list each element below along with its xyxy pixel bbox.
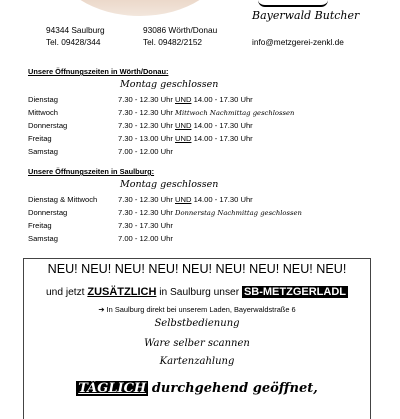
day-label: Samstag [28,147,58,156]
table-row [28,147,58,156]
time-morning: 7.30 - 12.30 Uhr [118,195,173,204]
table-row [28,234,58,243]
promo-line [23,286,371,298]
table-row [28,121,67,130]
day-label: Dienstag [28,95,58,104]
table-row-times [118,234,173,243]
address-woerth-city: 93086 Wörth/Donau [143,25,218,35]
neu-headline: NEU! NEU! NEU! NEU! NEU! NEU! NEU! NEU! NEU! [47,262,347,276]
email-address: info@metzgerei-zenkl.de [252,37,344,47]
conj-und: UND [175,95,192,104]
promo-text-a: und jetzt [46,287,85,298]
time-morning: 7.30 - 17.30 Uhr [118,221,173,230]
promo-sb-metzgerladl: SB-METZGERLADL [243,286,346,298]
day-label: Samstag [28,234,58,243]
table-row-times [118,221,173,230]
closed-note: Mittwoch Nachmittag geschlossen [175,109,295,117]
table-row [28,195,97,204]
woerth-closed-day: Montag geschlossen [120,79,219,90]
table-row [28,208,67,217]
logo-image [55,0,225,16]
table-row-times [118,121,253,130]
table-row-times [118,195,253,204]
time-morning: 7.00 - 12.00 Uhr [118,234,173,243]
table-row-times [118,147,173,156]
brand-right: Bayerwald Butcher [252,9,360,22]
table-row [28,134,52,143]
feature-card-payment: Kartenzahlung [159,356,235,367]
saulburg-title: Unsere Öffnungszeiten in Saulburg: [28,167,155,176]
address-saulburg-tel: Tel. 09428/344 [46,37,101,47]
time-morning: 7.30 - 12.30 Uhr [118,108,173,117]
daily-open-line [23,380,371,396]
woerth-title: Unsere Öffnungszeiten in Wörth/Donau: [28,67,169,76]
time-afternoon: 14.00 - 17.30 Uhr [193,134,253,143]
feature-self-service: Selbstbedienung [154,318,240,329]
address-woerth-tel: Tel. 09482/2152 [143,37,203,47]
promo-address-line: ➔ In Saulburg direkt bei unserem Laden, Bayerwaldstraße 6 [98,305,296,314]
table-row-times [118,208,302,217]
table-row-times [118,95,253,104]
logo-right-arc [258,0,328,7]
promo-highlight-zusaetzlich: ZUSÄTZLICH [87,286,157,298]
table-row [28,221,52,230]
table-row [28,95,58,104]
table-row [28,108,58,117]
time-morning: 7.30 - 12.30 Uhr [118,208,173,217]
feature-self-scan: Ware selber scannen [144,338,250,349]
promo-text-c: in Saulburg unser [159,287,240,298]
day-label: Freitag [28,134,52,143]
daily-highlight: TÄGLICH [78,381,147,396]
day-label: Dienstag & Mittwoch [28,195,98,204]
closed-note: Donnerstag Nachmittag geschlossen [175,209,302,217]
day-label: Freitag [28,221,52,230]
day-label: Mittwoch [28,108,58,117]
time-afternoon: 14.00 - 17.30 Uhr [193,121,253,130]
time-morning: 7.30 - 12.30 Uhr [118,95,173,104]
day-label: Donnerstag [28,121,68,130]
conj-und: UND [175,121,192,130]
time-afternoon: 14.00 - 17.30 Uhr [193,95,253,104]
time-afternoon: 14.00 - 17.30 Uhr [193,195,253,204]
address-saulburg-city: 94344 Saulburg [46,25,105,35]
conj-und: UND [175,195,192,204]
saulburg-closed-day: Montag geschlossen [120,179,219,190]
time-morning: 7.00 - 12.00 Uhr [118,147,173,156]
daily-text: durchgehend geöffnet, [151,381,318,396]
table-row-times [118,108,294,117]
table-row-times [118,134,253,143]
time-morning: 7.30 - 13.00 Uhr [118,134,173,143]
day-label: Donnerstag [28,208,68,217]
conj-und: UND [175,134,192,143]
time-morning: 7.30 - 12.30 Uhr [118,121,173,130]
